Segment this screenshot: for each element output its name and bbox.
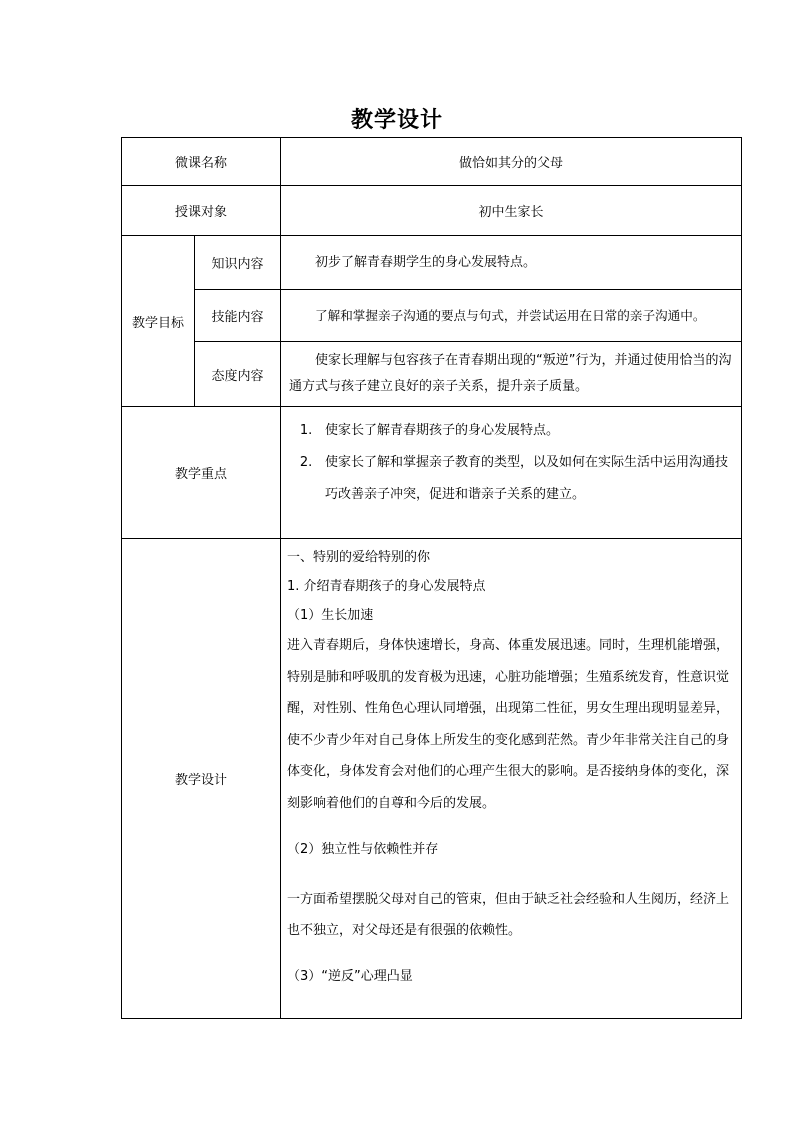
row-key-points — [122, 407, 742, 539]
goal-knowledge-label: 知识内容 — [195, 236, 281, 290]
key-point-item — [287, 447, 735, 511]
design-section-heading: 一、特别的爱给特别的你 — [287, 550, 431, 565]
goals-label: 教学目标 — [122, 236, 195, 407]
key-points-label: 教学重点 — [122, 407, 281, 539]
design-point-3-title: （3）“逆反”心理凸显 — [287, 969, 413, 984]
row-goal-skill — [122, 290, 742, 342]
audience-value: 初中生家长 — [281, 186, 742, 236]
course-name-label: 微课名称 — [122, 138, 281, 186]
goal-knowledge-text: 初步了解青春期学生的身心发展特点。 — [281, 236, 742, 290]
goal-attitude-label: 态度内容 — [195, 342, 281, 407]
design-point-1-text: 进入青春期后，身体快速增长，身高、体重发展迅速。同时，生理机能增强，特别是肺和呼吸肌的发育极为迅速，心脏功能增强；生殖系统发育，性意识觉醒，对性别、性角色心理认同增强，出现第二性征，男女生理出现明显差异，使不少青少年对自己身体上所发生的变化感到茫然。青少年非常关注自己的身体变化，身体发育会对他们的心理产生很大的影响。是否接纳身体的变化，深刻影响着他们的自尊和今后的发展。 — [287, 638, 730, 811]
row-goal-attitude — [122, 342, 742, 407]
design-point-2-text: 一方面希望摆脱父母对自己的管束，但由于缺乏社会经验和人生阅历，经济上也不独立，对父母还是有很强的依赖性。 — [287, 892, 730, 938]
row-design — [122, 539, 742, 1019]
design-point-1-title: （1）生长加速 — [287, 608, 374, 623]
goal-skill-text: 了解和掌握亲子沟通的要点与句式，并尝试运用在日常的亲子沟通中。 — [281, 290, 742, 342]
design-content — [281, 539, 742, 1019]
key-point-text: 使家长了解和掌握亲子教育的类型，以及如何在实际生活中运用沟通技巧改善亲子冲突，促进和谐亲子关系的建立。 — [325, 455, 729, 502]
course-name-value: 做恰如其分的父母 — [281, 138, 742, 186]
goal-skill-label: 技能内容 — [195, 290, 281, 342]
design-label: 教学设计 — [122, 539, 281, 1019]
row-goal-knowledge — [122, 236, 742, 290]
design-subheading: 1. 介绍青春期孩子的身心发展特点 — [287, 579, 486, 594]
key-points-list — [281, 407, 741, 519]
row-audience — [122, 186, 742, 236]
key-point-number: 2. — [299, 455, 313, 470]
key-point-number: 1. — [299, 423, 313, 438]
row-course-name — [122, 138, 742, 186]
key-point-item — [287, 415, 735, 447]
audience-label: 授课对象 — [122, 186, 281, 236]
document-title: 教学设计 — [350, 108, 443, 133]
key-points-cell — [281, 407, 742, 539]
design-point-2-title: （2）独立性与依赖性并存 — [287, 842, 439, 857]
goal-attitude-text: 使家长理解与包容孩子在青春期出现的“叛逆”行为，并通过使用恰当的沟通方式与孩子建立良好的亲子关系，提升亲子质量。 — [281, 342, 742, 407]
lesson-design-table — [121, 137, 742, 1019]
key-point-text: 使家长了解青春期孩子的身心发展特点。 — [325, 423, 560, 438]
